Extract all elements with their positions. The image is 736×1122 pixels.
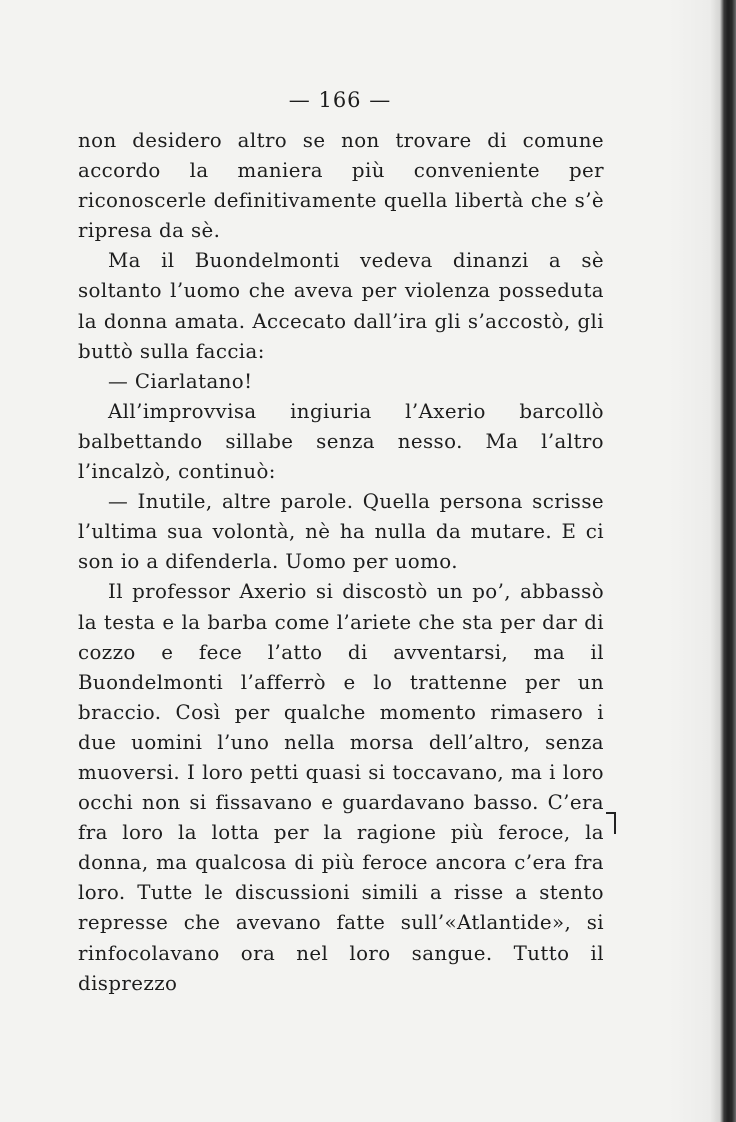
paragraph-3: All’improvvisa ingiuria l’Axerio barcollò balbettando sillabe senza nesso. Ma l’altro l’incalzò, continuò:	[78, 399, 604, 484]
page-number: — 166 —	[288, 88, 392, 112]
paragraph-2: — Ciarlatano!	[108, 369, 253, 393]
corner-bracket-mark	[606, 812, 616, 834]
continuation-paragraph: non desidero altro se non trovare di comune accordo la maniera più conveniente per riconoscerle definitivamente quella libertà che s’è ripresa da sè.	[78, 129, 604, 243]
paragraph-4: — Inutile, altre parole. Quella persona scrisse l’ultima sua volontà, nè ha nulla da mutare. E ci son io a difenderla. Uomo per uomo.	[78, 490, 604, 574]
body-text	[78, 126, 604, 999]
page-edge-shadow	[670, 0, 736, 1122]
paragraph-5: Il professor Axerio si discostò un po’, abbassò la testa e la barba come l’ariete che sta per dar di cozzo e fece l’atto di avventarsi, ma il Buondelmonti l’afferrò e lo trattenne per un braccio. Così per qualche momento rimasero i due uomini l’uno nella morsa dell’altro, senza muoversi. I loro petti quasi si toccavano, ma i loro occhi non si fissavano e guardavano basso. C’era fra loro la lotta per la ragione più feroce, la donna, ma qualcosa di più feroce ancora c’era fra loro. Tutte le discussioni simili a risse a stento represse che avevano fatte sull’«Atlantide», si rinfocolavano ora nel loro sangue. Tutto il disprezzo	[78, 580, 604, 995]
paragraph-1: Ma il Buondelmonti vedeva dinanzi a sè soltanto l’uomo che aveva per violenza posseduta la donna amata. Accecato dall’ira gli s’accostò, gli buttò sulla faccia:	[78, 249, 604, 363]
